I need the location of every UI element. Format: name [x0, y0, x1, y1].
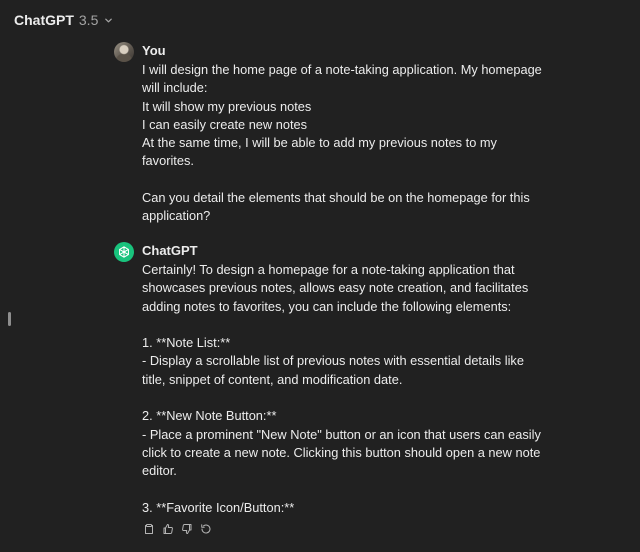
sidebar-toggle-handle[interactable]: [8, 312, 11, 326]
message-line: At the same time, I will be able to add my previous notes to my favorites.: [142, 135, 497, 169]
model-selector[interactable]: [14, 10, 113, 30]
message-author: You: [142, 43, 166, 58]
message-line: 3. **Favorite Icon/Button:**: [142, 499, 295, 515]
blank-line: [142, 389, 542, 407]
model-name: ChatGPT: [14, 12, 74, 28]
blank-line: [142, 481, 542, 499]
message-line: Can you detail the elements that should be on the homepage for this application?: [142, 190, 530, 224]
regenerate-icon[interactable]: [199, 522, 213, 536]
chevron-down-icon: [103, 15, 113, 25]
message-line: - Place a prominent "New Note" button or an icon that users can easily click to create a new note. Clicking this button should open a new note editor.: [142, 426, 541, 479]
thumbs-down-icon[interactable]: [180, 522, 194, 536]
message-line: Certainly! To design a homepage for a note-taking application that showcases previous notes, allows easy note creation, and facilitates adding notes to favorites, you can include the following elements:: [142, 262, 529, 314]
openai-logo-icon: [114, 242, 134, 262]
message-line: - Display a scrollable list of previous notes with essential details like title, snippet of content, and modification date.: [142, 353, 524, 387]
message-body: [142, 261, 542, 517]
blank-line: [142, 171, 542, 189]
message-line: 1. **Note List:**: [142, 335, 231, 351]
message-author: ChatGPT: [142, 243, 198, 258]
message-body: [142, 61, 542, 226]
message-actions: [142, 522, 213, 536]
message-line: I will design the home page of a note-taking application. My homepage will include:: [142, 62, 542, 96]
blank-line: [142, 316, 542, 334]
message-line: It will show my previous notes: [142, 98, 312, 114]
model-version: 3.5: [78, 12, 99, 28]
copy-icon[interactable]: [142, 522, 156, 536]
message-line: 2. **New Note Button:**: [142, 408, 277, 424]
thumbs-up-icon[interactable]: [161, 522, 175, 536]
message-line: I can easily create new notes: [142, 116, 308, 132]
user-avatar: [114, 42, 134, 62]
